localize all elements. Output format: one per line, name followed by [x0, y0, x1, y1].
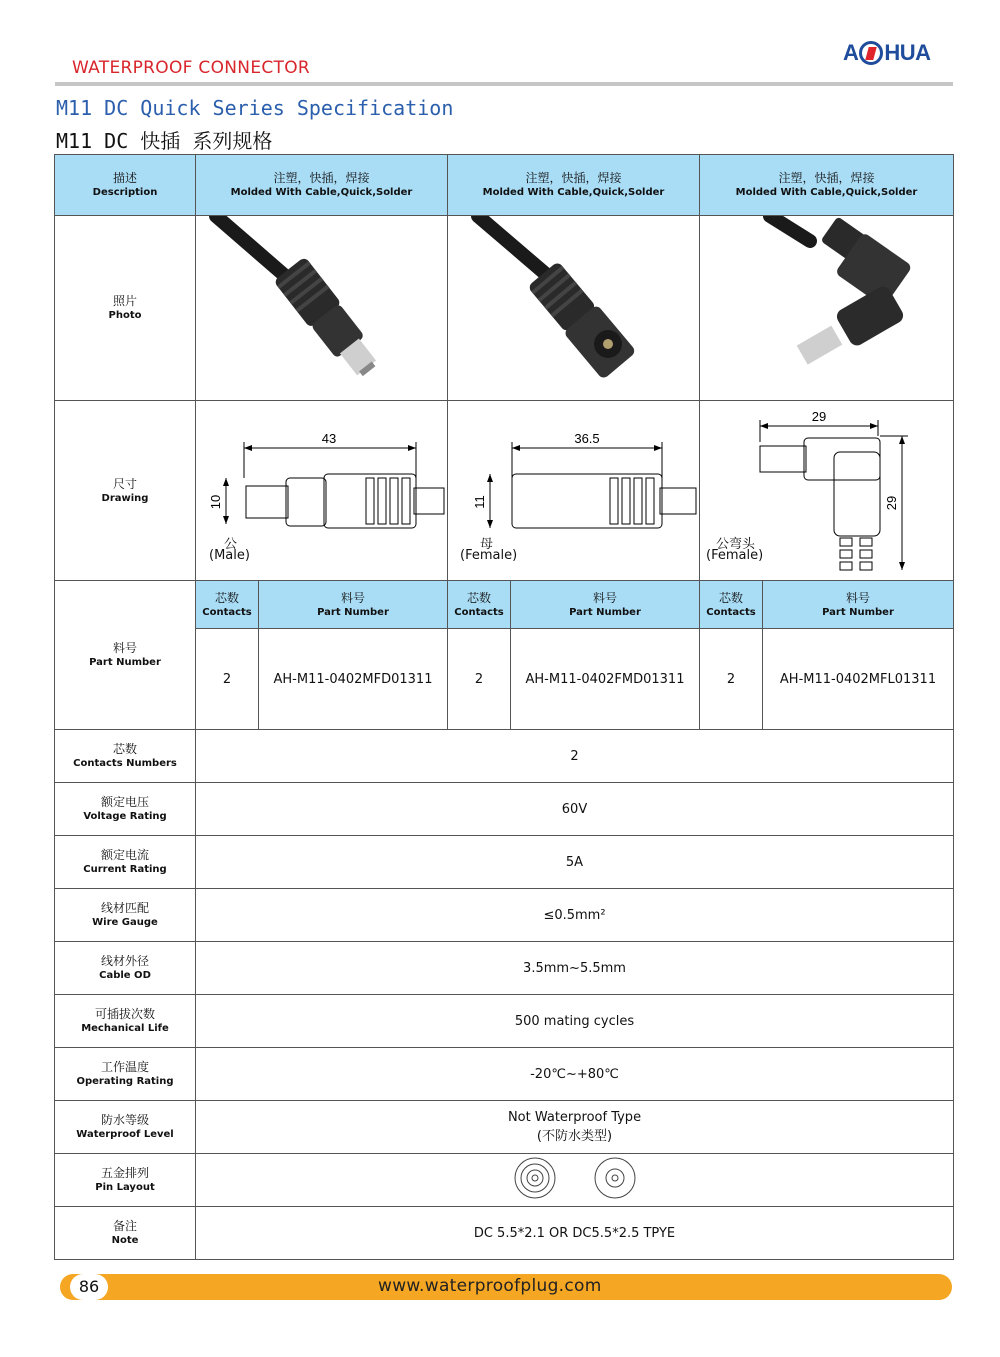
spec-row — [55, 730, 954, 783]
page-number: 86 — [70, 1274, 108, 1300]
drawing-caption-en: (Female) — [706, 548, 764, 563]
dimension-length: 36.5 — [574, 430, 600, 446]
spec-value: -20℃~+80℃ — [196, 1048, 954, 1101]
spec-value: Not Waterproof Type (不防水类型) — [196, 1101, 954, 1154]
contacts-header: 芯数 Contacts — [700, 581, 763, 629]
dimension-height: 11 — [472, 494, 487, 509]
page-title-en: M11 DC Quick Series Specification — [56, 96, 454, 120]
spec-value: 2 — [196, 730, 954, 783]
part-number-header-row — [55, 581, 954, 629]
drawing-caption-en: (Male) — [209, 548, 250, 563]
spec-label: 五金排列 Pin Layout — [55, 1154, 196, 1207]
dimension-height: 29 — [884, 495, 899, 510]
dimension-length: 43 — [321, 430, 337, 446]
spec-row — [55, 783, 954, 836]
spec-label: 备注 Note — [55, 1207, 196, 1260]
drawing-female — [448, 401, 700, 581]
part-number-header: 料号 Part Number — [259, 581, 448, 629]
spec-label: 防水等级 Waterproof Level — [55, 1101, 196, 1154]
spec-value: 60V — [196, 783, 954, 836]
description-row — [55, 155, 954, 216]
drawing-caption-zh: 公弯头 — [716, 537, 756, 552]
photo-female — [448, 216, 700, 401]
spec-row — [55, 942, 954, 995]
drawing-label: 尺寸 Drawing — [55, 401, 196, 581]
photo-right-angle — [700, 216, 954, 401]
drawing-right-angle — [700, 401, 954, 581]
part-number-header: 料号 Part Number — [763, 581, 954, 629]
part-number-value: AH-M11-0402MFL01311 — [763, 629, 954, 730]
spec-value: DC 5.5*2.1 OR DC5.5*2.5 TPYE — [196, 1207, 954, 1260]
part-number-value: AH-M11-0402FMD01311 — [511, 629, 700, 730]
spec-value: 3.5mm~5.5mm — [196, 942, 954, 995]
spec-table — [54, 154, 954, 1260]
part-number-label: 料号 Part Number — [55, 581, 196, 730]
logo-mark-icon — [859, 41, 883, 65]
pin-layout-icon — [505, 1155, 645, 1201]
footer-url[interactable]: www.waterproofplug.com — [378, 1276, 602, 1296]
dimension-length: 29 — [811, 408, 827, 424]
spec-row — [55, 836, 954, 889]
spec-value: 500 mating cycles — [196, 995, 954, 1048]
pin-layout-cell — [196, 1154, 954, 1207]
part-number-header: 料号 Part Number — [511, 581, 700, 629]
spec-label: 额定电压 Voltage Rating — [55, 783, 196, 836]
contacts-value: 2 — [196, 629, 259, 730]
contacts-value: 2 — [448, 629, 511, 730]
drawing-caption-zh: 公 — [224, 537, 238, 552]
spec-value: ≤0.5mm² — [196, 889, 954, 942]
description-label: 描述 Description — [55, 155, 196, 216]
spec-value: 5A — [196, 836, 954, 889]
contacts-header: 芯数 Contacts — [448, 581, 511, 629]
spec-label: 额定电流 Current Rating — [55, 836, 196, 889]
brand-logo: A HUA — [843, 40, 931, 65]
spec-row — [55, 1048, 954, 1101]
description-cell: 注塑，快插，焊接 Molded With Cable,Quick,Solder — [448, 155, 700, 216]
dimension-height: 10 — [208, 494, 223, 509]
spec-row — [55, 889, 954, 942]
spec-row — [55, 995, 954, 1048]
spec-label: 线材外径 Cable OD — [55, 942, 196, 995]
spec-label: 工作温度 Operating Rating — [55, 1048, 196, 1101]
photo-male — [196, 216, 448, 401]
drawing-caption-en: (Female) — [460, 548, 518, 563]
drawing-row — [55, 401, 954, 581]
spec-row — [55, 1207, 954, 1260]
contacts-value: 2 — [700, 629, 763, 730]
header-divider — [55, 82, 953, 86]
spec-label: 线材匹配 Wire Gauge — [55, 889, 196, 942]
drawing-male — [196, 401, 448, 581]
photo-row — [55, 216, 954, 401]
part-number-value: AH-M11-0402MFD01311 — [259, 629, 448, 730]
spec-label: 芯数 Contacts Numbers — [55, 730, 196, 783]
page-title-zh: M11 DC 快插 系列规格 — [56, 129, 273, 153]
contacts-header: 芯数 Contacts — [196, 581, 259, 629]
header-title: WATERPROOF CONNECTOR — [72, 58, 311, 78]
spec-row — [55, 1101, 954, 1154]
spec-row — [55, 1154, 954, 1207]
description-cell: 注塑，快插，焊接 Molded With Cable,Quick,Solder — [196, 155, 448, 216]
description-cell: 注塑，快插，焊接 Molded With Cable,Quick,Solder — [700, 155, 954, 216]
spec-label: 可插拔次数 Mechanical Life — [55, 995, 196, 1048]
photo-label: 照片 Photo — [55, 216, 196, 401]
drawing-caption-zh: 母 — [480, 537, 494, 552]
